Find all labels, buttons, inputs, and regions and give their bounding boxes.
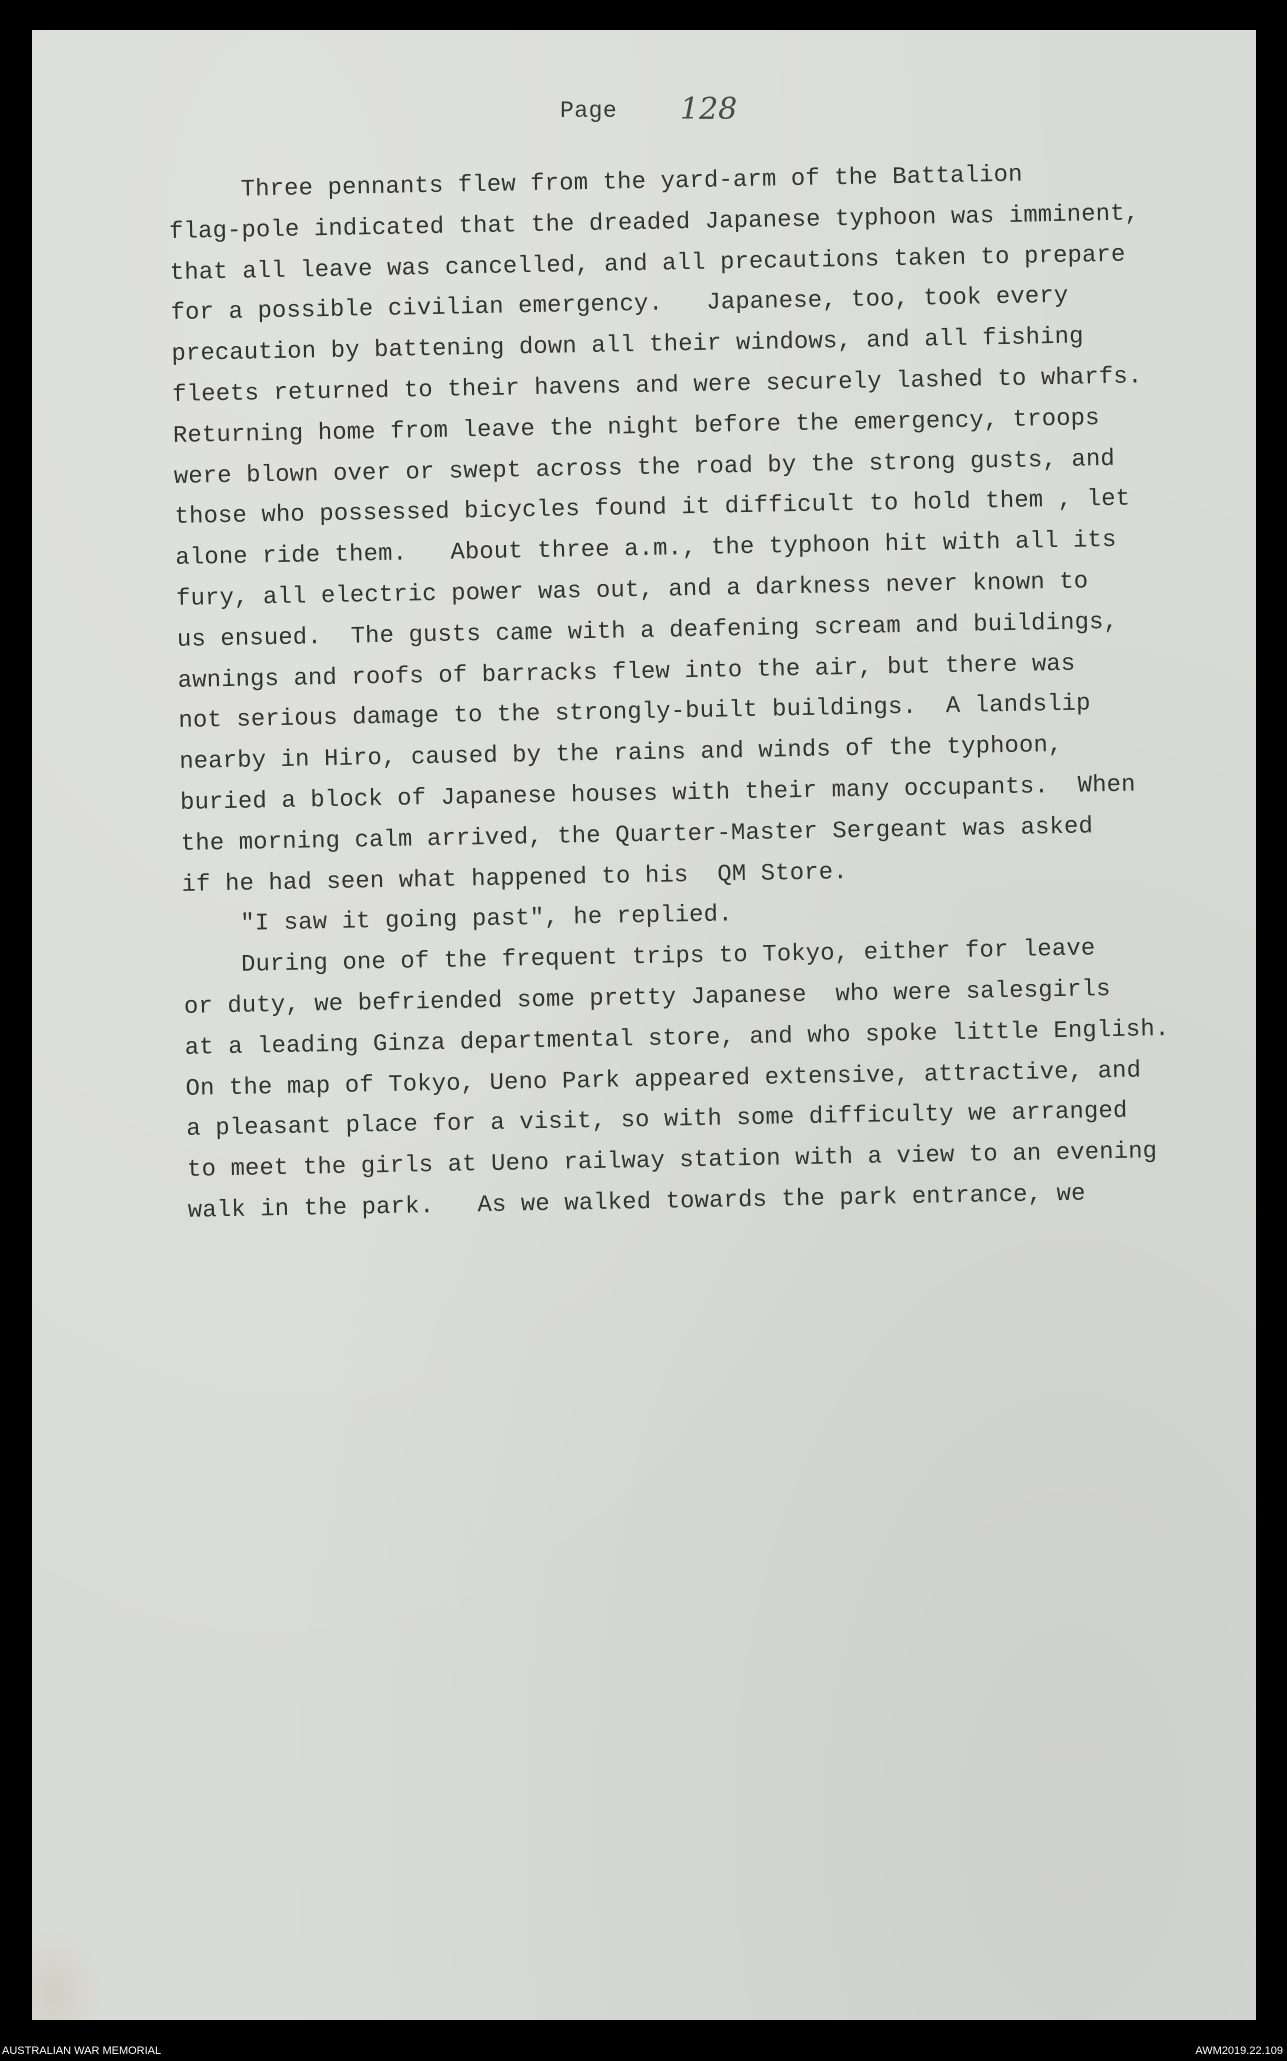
text-line: On the map of Tokyo, Ueno Park appeared extensive, attractive, and: [185, 1057, 1142, 1103]
text-line: walk in the park. As we walked towards the park entrance, we: [187, 1180, 1086, 1225]
text-line: alone ride them. About three a.m., the typhoon hit with all its: [175, 527, 1117, 573]
text-line: nearby in Hiro, caused by the rains and winds of the typhoon,: [179, 732, 1063, 777]
text-line: buried a block of Japanese houses with their many occupants. When: [179, 771, 1136, 817]
footer-institution: AUSTRALIAN WAR MEMORIAL: [2, 2045, 162, 2057]
text-line: for a possible civilian emergency. Japanese, too, took every: [170, 283, 1069, 328]
text-line: flag-pole indicated that the dreaded Japanese typhoon was imminent,: [168, 200, 1140, 246]
text-line: Three pennants flew from the yard-arm of the Battalion: [168, 161, 1023, 205]
typewritten-body: [168, 152, 1248, 1233]
text-line: precaution by battening down all their windows, and all fishing: [171, 323, 1084, 369]
text-line: awnings and roofs of barracks flew into the air, but there was: [177, 650, 1076, 695]
page-header-label: Page: [560, 98, 618, 124]
text-line: if he had seen what happened to his QM Store.: [181, 858, 848, 899]
footer-accession-number: AWM2019.22.109: [1195, 2045, 1283, 2057]
paper-stain: [32, 1930, 102, 2020]
text-line: at a leading Ginza departmental store, and who spoke little English.: [184, 1015, 1170, 1062]
handwritten-page-number: 128: [680, 92, 738, 127]
text-line: "I saw it going past", he replied.: [182, 901, 733, 940]
text-line: fury, all electric power was out, and a darkness never known to: [175, 568, 1089, 613]
text-line: or duty, we befriended some pretty Japanese who were salesgirls: [183, 975, 1111, 1021]
text-line: to meet the girls at Ueno railway station with a view to an evening: [186, 1138, 1158, 1184]
text-line: those who possessed bicycles found it difficult to hold them , let: [174, 485, 1131, 532]
text-line: that all leave was cancelled, and all precautions taken to prepare: [169, 241, 1126, 287]
text-line: fleets returned to their havens and were securely lashed to wharfs.: [172, 363, 1143, 409]
text-line: a pleasant place for a visit, so with some difficulty we arranged: [186, 1098, 1128, 1144]
text-line: were blown over or swept across the road by the strong gusts, and: [173, 445, 1116, 491]
text-line: the morning calm arrived, the Quarter-Master Sergeant was asked: [180, 813, 1094, 858]
text-line: not serious damage to the strongly-built buildings. A landslip: [178, 690, 1091, 736]
text-line: us ensued. The gusts came with a deafening scream and buildings,: [176, 608, 1119, 654]
text-line: Returning home from leave the night before the emergency, troops: [172, 404, 1100, 450]
text-line: During one of the frequent trips to Tokyo, either for leave: [182, 935, 1096, 980]
